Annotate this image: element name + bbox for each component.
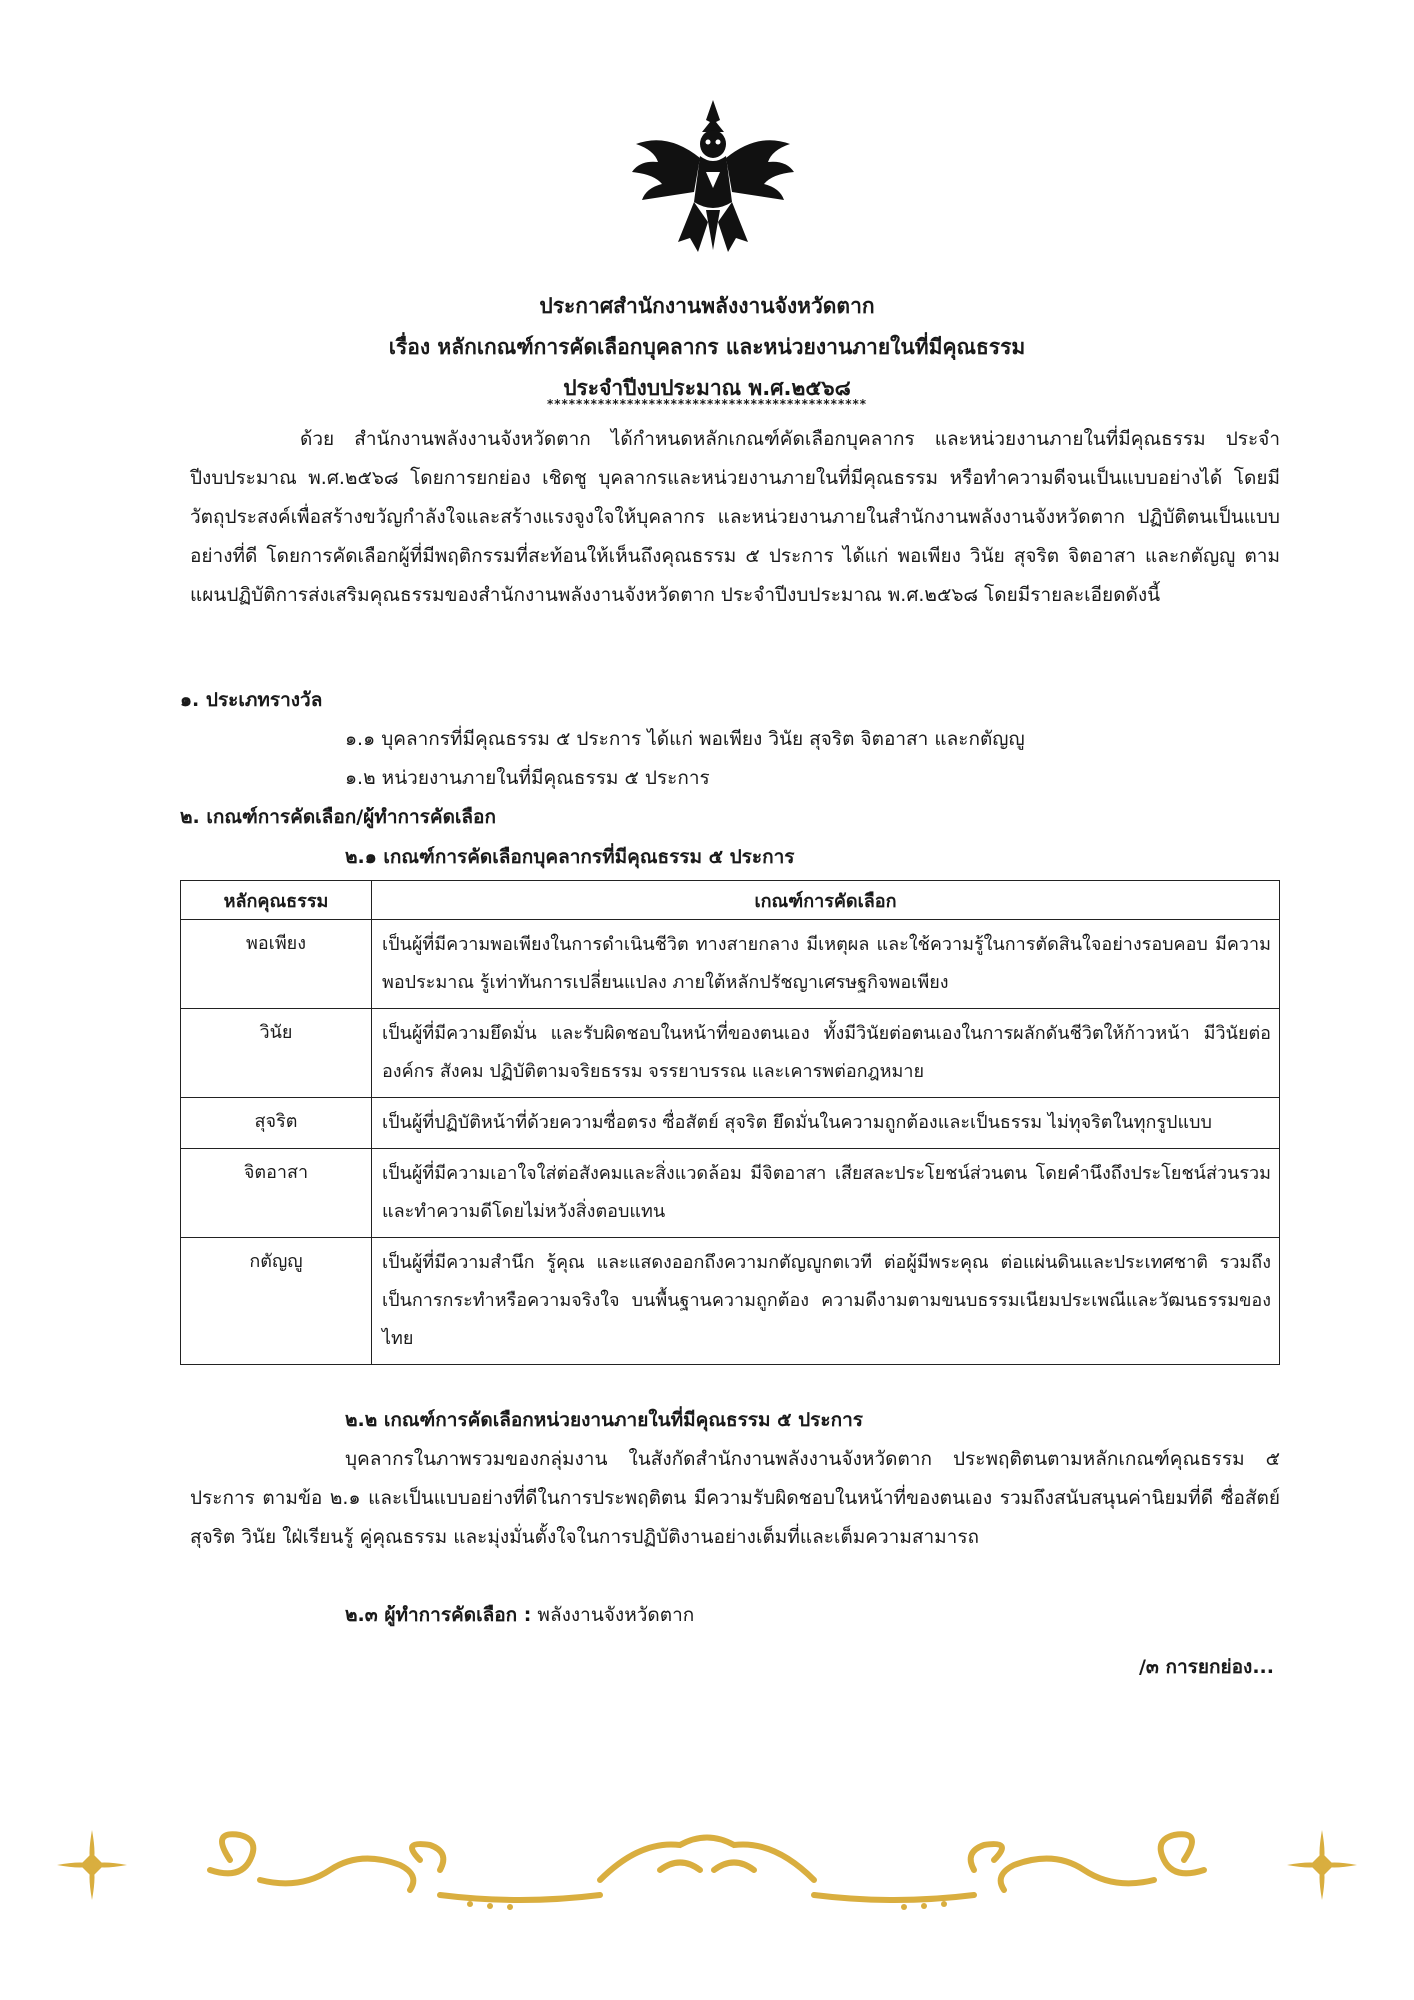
sub3-label: ๒.๓ ผู้ทำการคัดเลือก : [345, 1604, 532, 1626]
fiscal-year-title: ประจำปีงบประมาณ พ.ศ.๒๕๖๘ [563, 376, 851, 400]
criteria-cell: เป็นผู้ที่มีความยึดมั่น และรับผิดชอบในหน้าที่ของตนเอง ทั้งมีวินัยต่อตนเองในการผลักดันชีวิตให้ก้าวหน้า มีวินัยต่อองค์กร สังคม ปฏิบัติตามจริยธรรม จรรยาบรรณ และเคารพต่อกฎหมาย [372, 1009, 1280, 1098]
gold-ornament-footer-icon [0, 1800, 1414, 1930]
intro-paragraph: ด้วย สำนักงานพลังงานจังหวัดตาก ได้กำหนดหลักเกณฑ์คัดเลือกบุคลากร และหน่วยงานภายในที่มีคุณธรรม ประจำปีงบประมาณ พ.ศ.๒๕๖๘ โดยการยกย่อง เชิดชู บุคลากรและหน่วยงานภายในที่มีคุณธรรม หรือทำความดีจนเป็นแบบอย่างได้ โดยมีวัตถุประสงค์เพื่อสร้างขวัญกำลังใจและสร้างแรงจูงใจให้บุคลากร และหน่วยงานภายในสำนักงานพลังงานจังหวัดตาก ปฏิบัติตนเป็นแบบอย่างที่ดี โดยการคัดเลือกผู้ที่มีพฤติกรรมที่สะท้อนให้เห็นถึงคุณธรรม ๕ ประการ ได้แก่ พอเพียง วินัย สุจริต จิตอาสา และกตัญญู ตามแผนปฏิบัติการส่งเสริมคุณธรรมของสำนักงานพลังงานจังหวัดตาก ประจำปีงบประมาณ พ.ศ.๒๕๖๘ โดยมีรายละเอียดดังนี้ [190, 428, 1280, 606]
criteria-cell: เป็นผู้ที่ปฏิบัติหน้าที่ด้วยความซื่อตรง ซื่อสัตย์ สุจริต ยึดมั่นในความถูกต้องและเป็นธรรม ไม่ทุจริตในทุกรูปแบบ [372, 1098, 1280, 1149]
table-header-row [181, 881, 1280, 920]
criteria-cell: เป็นผู้ที่มีความพอเพียงในการดำเนินชีวิต ทางสายกลาง มีเหตุผล และใช้ความรู้ในการตัดสินใจอย่างรอบคอบ มีความพอประมาณ รู้เท่าทันการเปลี่ยนแปลง ภายใต้หลักปรัชญาเศรษฐกิจพอเพียง [372, 920, 1280, 1009]
virtue-cell: วินัย [181, 1009, 372, 1098]
table-row [181, 1149, 1280, 1238]
virtue-cell: กตัญญู [181, 1238, 372, 1365]
garuda-emblem-icon [628, 92, 798, 262]
announcement-title: ประกาศสำนักงานพลังงานจังหวัดตาก [539, 294, 875, 318]
table-row [181, 920, 1280, 1009]
criteria-cell: เป็นผู้ที่มีความเอาใจใส่ต่อสังคมและสิ่งแวดล้อม มีจิตอาสา เสียสละประโยชน์ส่วนตน โดยคำนึงถึงประโยชน์ส่วนรวม และทำความดีโดยไม่หวังสิ่งตอบแทน [372, 1149, 1280, 1238]
criteria-cell: เป็นผู้ที่มีความสำนึก รู้คุณ และแสดงออกถึงความกตัญญูกตเวที ต่อผู้มีพระคุณ ต่อแผ่นดินและประเทศชาติ รวมถึงเป็นการกระทำหรือความจริงใจ บนพื้นฐานความถูกต้อง ความดีงามตามขนบธรรมเนียมประเพณีและวัฒนธรรมของไทย [372, 1238, 1280, 1365]
criteria-table [180, 880, 1280, 1365]
table-row [181, 1238, 1280, 1365]
table-row [181, 1009, 1280, 1098]
section1-item1: ๑.๑ บุคลากรที่มีคุณธรรม ๕ ประการ ได้แก่ พอเพียง วินัย สุจริต จิตอาสา และกตัญญู [345, 728, 1025, 750]
star-divider: ******************************************** [546, 397, 868, 411]
continuation-marker: /๓ การยกย่อง... [1138, 1656, 1274, 1678]
col-criteria-header: เกณฑ์การคัดเลือก [372, 881, 1280, 920]
virtue-cell: พอเพียง [181, 920, 372, 1009]
section2-heading: ๒. เกณฑ์การคัดเลือก/ผู้ทำการคัดเลือก [180, 806, 496, 828]
virtue-cell: จิตอาสา [181, 1149, 372, 1238]
section2-sub2: ๒.๒ เกณฑ์การคัดเลือกหน่วยงานภายในที่มีคุณธรรม ๕ ประการ [345, 1409, 863, 1431]
table-row [181, 1098, 1280, 1149]
section2-sub1: ๒.๑ เกณฑ์การคัดเลือกบุคลากรที่มีคุณธรรม ๕ ประการ [345, 846, 795, 868]
col-virtue-header: หลักคุณธรรม [181, 881, 372, 920]
sub2-paragraph: บุคลากรในภาพรวมของกลุ่มงาน ในสังกัดสำนักงานพลังงานจังหวัดตาก ประพฤติตนตามหลักเกณฑ์คุณธรรม ๕ ประการ ตามข้อ ๒.๑ และเป็นแบบอย่างที่ดีในการประพฤติตน มีความรับผิดชอบในหน้าที่ของตนเอง รวมถึงสนับสนุนค่านิยมที่ดี ซื่อสัตย์ สุจริต วินัย ใฝ่เรียนรู้ คู่คุณธรรม และมุ่งมั่นตั้งใจในการปฏิบัติงานอย่างเต็มที่และเต็มความสามารถ [190, 1448, 1280, 1548]
subject-title: เรื่อง หลักเกณฑ์การคัดเลือกบุคลากร และหน่วยงานภายในที่มีคุณธรรม [388, 335, 1026, 359]
section1-heading: ๑. ประเภทรางวัล [180, 689, 323, 711]
sub3-value: พลังงานจังหวัดตาก [537, 1604, 695, 1626]
section1-item2: ๑.๒ หน่วยงานภายในที่มีคุณธรรม ๕ ประการ [345, 767, 710, 789]
section2-sub3 [345, 1600, 694, 1630]
virtue-cell: สุจริต [181, 1098, 372, 1149]
